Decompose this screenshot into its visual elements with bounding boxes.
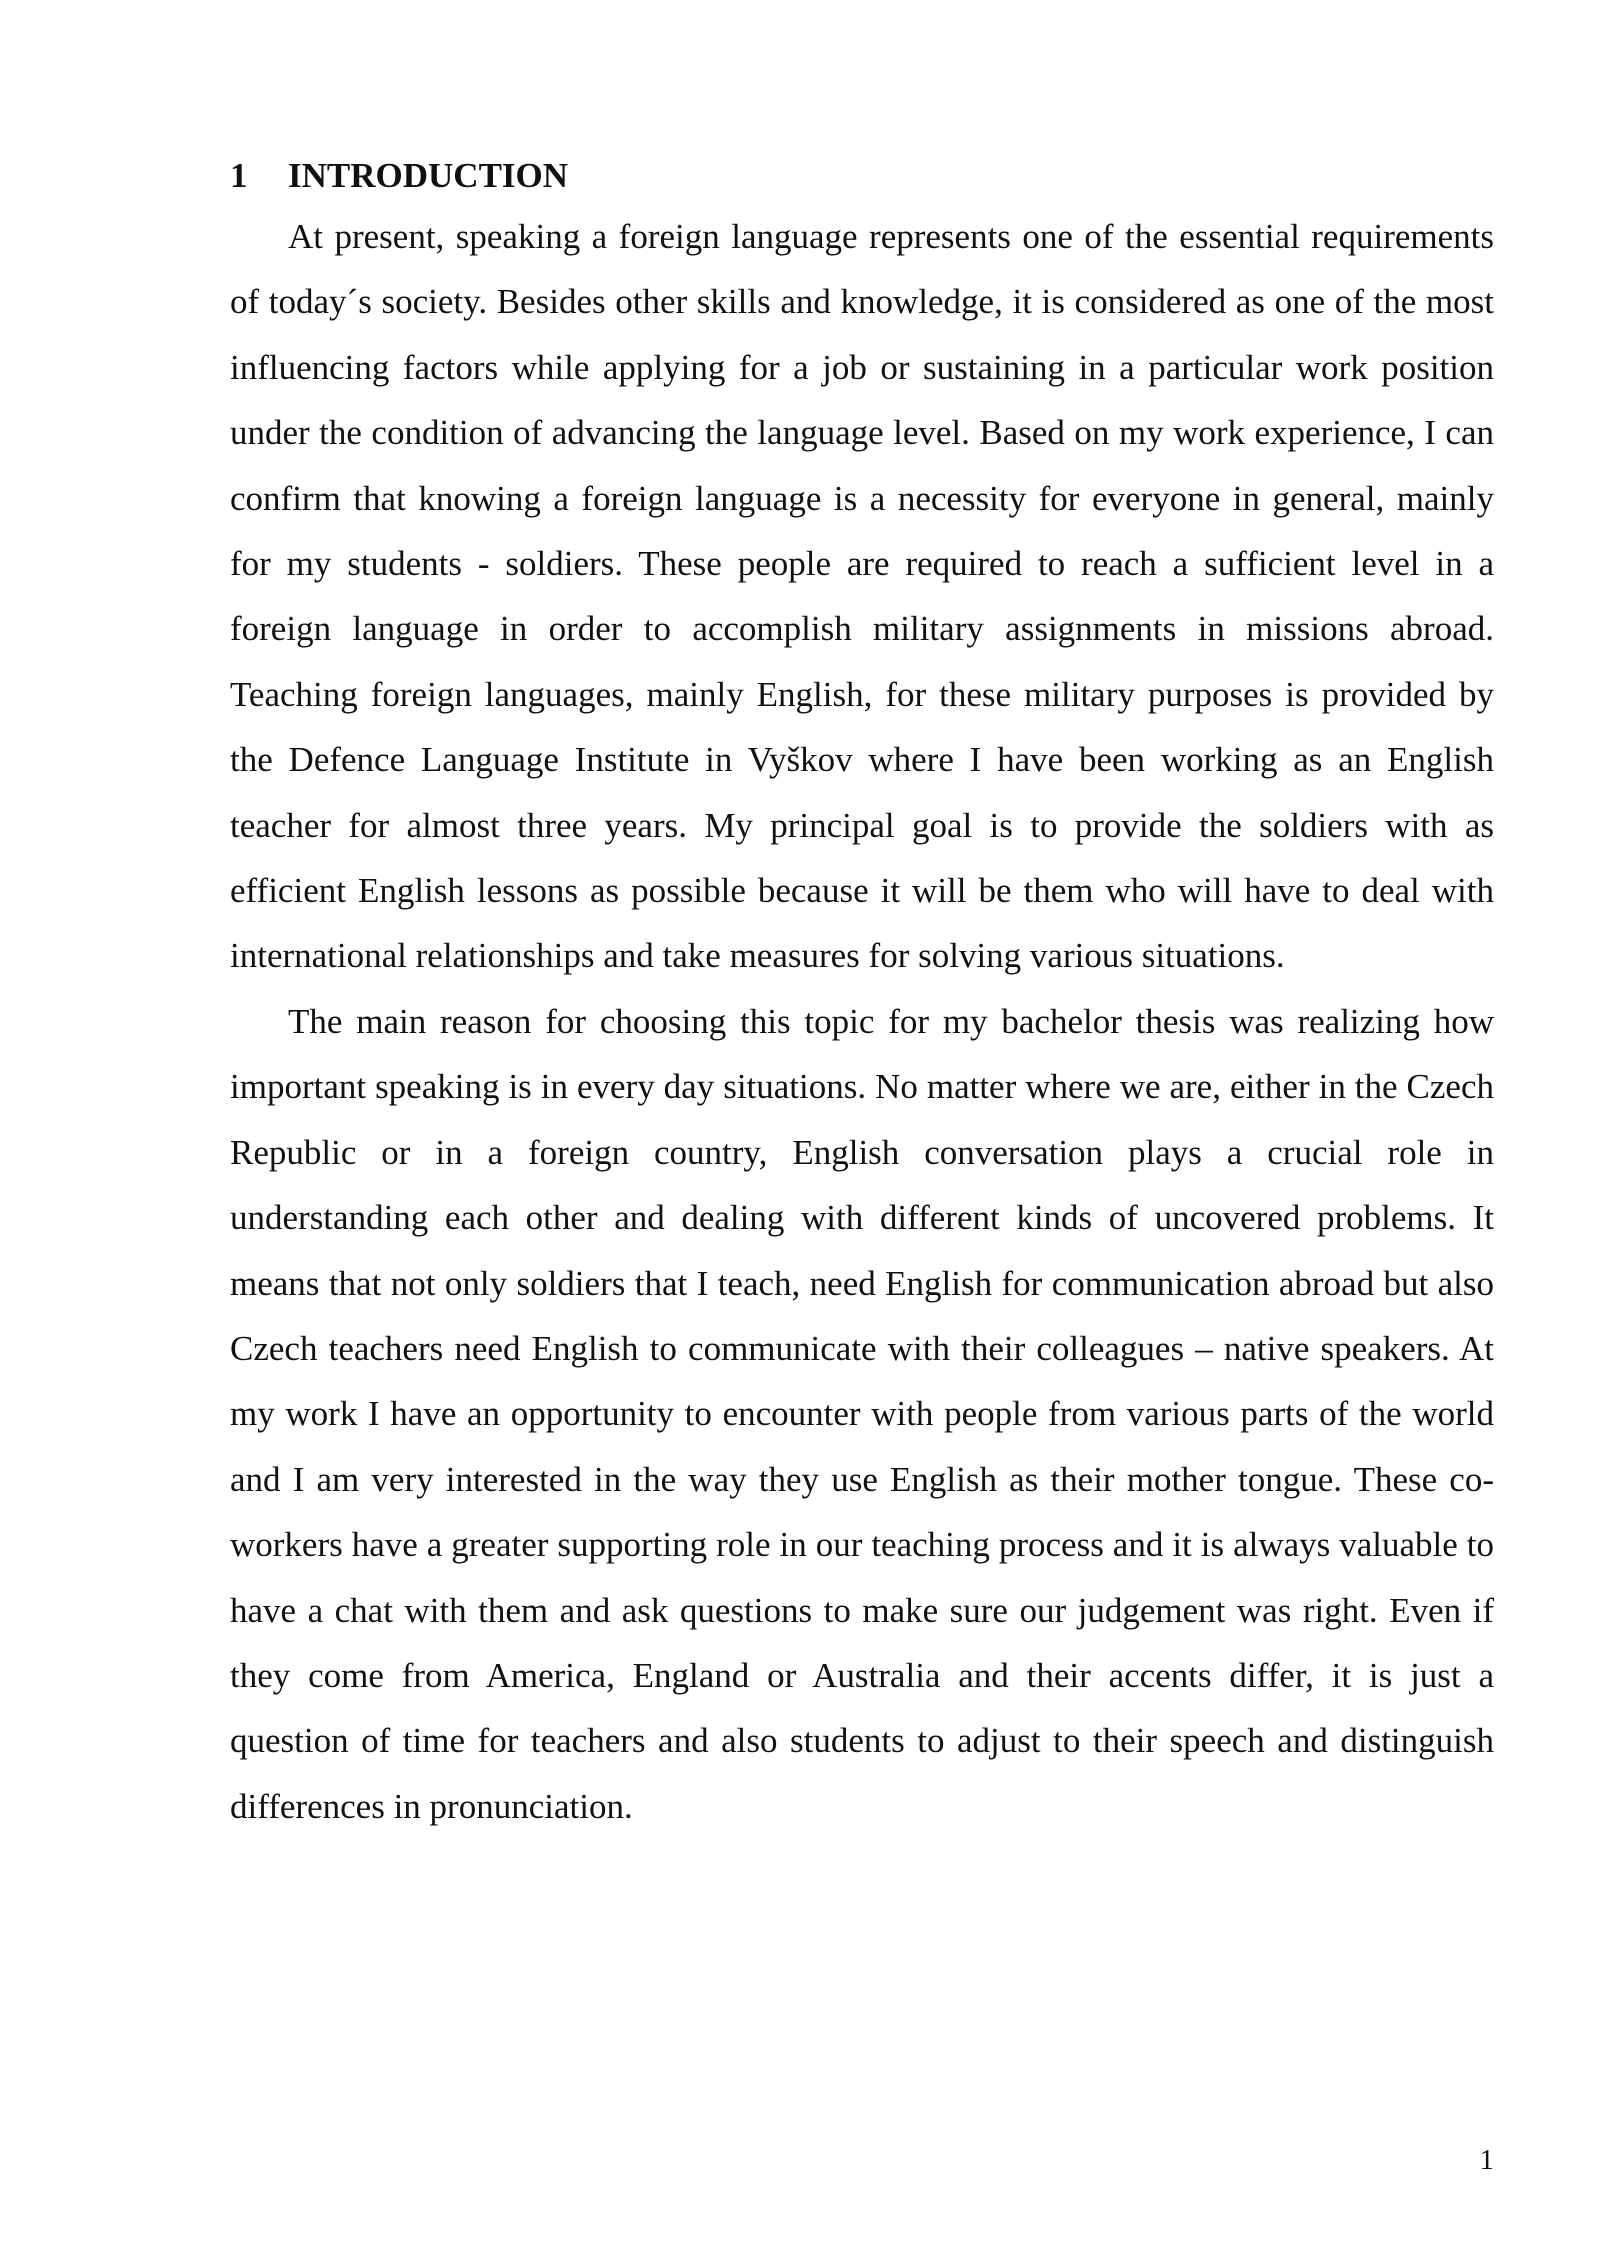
chapter-number: 1	[230, 156, 248, 195]
page-number: 1	[1479, 2144, 1494, 2176]
paragraph-1: At present, speaking a foreign language represents one of the essential requirements of today´s society. Besides other skills and knowledge, it is considered as one of the most influencing factors while applying for a job or sustaining in a particular work position under the condition of advancing the language level. Based on my work experience, I can confirm that knowing a foreign language is a necessity for everyone in general, mainly for my students - soldiers. These people are required to reach a sufficient level in a foreign language in order to accomplish military assignments in missions abroad. Teaching foreign languages, mainly English, for these military purposes is provided by the Defence Language Institute in Vyškov where I have been working as an English teacher for almost three years. My principal goal is to provide the soldiers with as efficient English lessons as possible because it will be them who will have to deal with international relationships and take measures for solving various situations.	[230, 217, 1494, 976]
chapter-title: INTRODUCTION	[288, 156, 569, 195]
paragraph-2: The main reason for choosing this topic for my bachelor thesis was realizing how important speaking is in every day situations. No matter where we are, either in the Czech Republic or in a foreign country, English conversation plays a crucial role in understanding each other and dealing with different kinds of uncovered problems. It means that not only soldiers that I teach, need English for communication abroad but also Czech teachers need English to communicate with their colleagues – native speakers. At my work I have an opportunity to encounter with people from various parts of the world and I am very interested in the way they use English as their mother tongue. These co-workers have a greater supporting role in our teaching process and it is always valuable to have a chat with them and ask questions to make sure our judgement was right. Even if they come from America, England or Australia and their accents differ, it is just a question of time for teachers and also students to adjust to their speech and distinguish differences in pronunciation.	[230, 1001, 1494, 1826]
chapter-heading	[230, 148, 1494, 204]
page-content	[230, 148, 1494, 1839]
